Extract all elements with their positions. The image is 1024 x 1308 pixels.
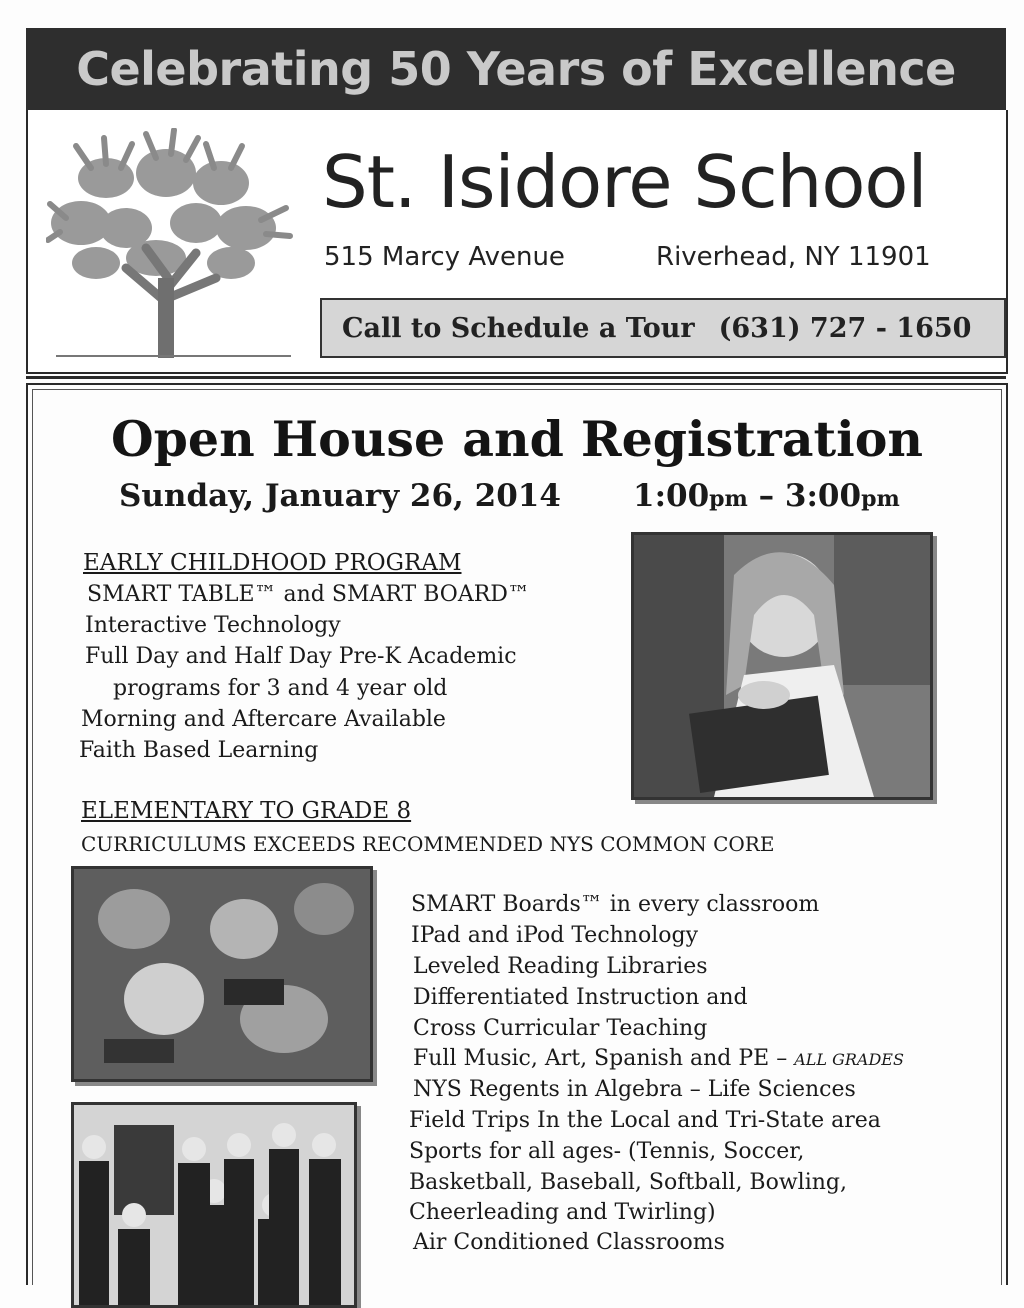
banner-title: Celebrating 50 Years of Excellence	[76, 42, 956, 96]
elementary-item: Leveled Reading Libraries	[413, 954, 708, 979]
time-separator: –	[747, 478, 785, 514]
early-childhood-item: programs for 3 and 4 year old	[113, 676, 448, 701]
students-group-photo	[71, 1102, 357, 1308]
elementary-item: NYS Regents in Algebra – Life Sciences	[413, 1077, 856, 1102]
tour-label: Call to Schedule a Tour	[342, 312, 695, 344]
open-house-panel	[26, 383, 1008, 1285]
elementary-item: Sports for all ages- (Tennis, Soccer,	[409, 1139, 805, 1164]
elementary-item: Cross Curricular Teaching	[413, 1016, 708, 1041]
open-house-time	[633, 478, 900, 514]
city-address: Riverhead, NY 11901	[656, 242, 931, 272]
elementary-item-all-grades	[413, 1046, 904, 1071]
student-tablet-photo	[631, 532, 933, 800]
header-divider	[26, 376, 1006, 379]
anniversary-banner	[26, 28, 1006, 110]
elementary-item: Differentiated Instruction and	[413, 985, 748, 1010]
early-childhood-heading: EARLY CHILDHOOD PROGRAM	[83, 550, 462, 576]
elementary-heading: ELEMENTARY TO GRADE 8	[81, 798, 412, 824]
elementary-item: IPad and iPod Technology	[411, 923, 699, 948]
students-reading-photo	[71, 866, 373, 1082]
tour-phone-number: (631) 727 - 1650	[718, 312, 972, 344]
early-childhood-item: SMART TABLE™ and SMART BOARD™	[87, 582, 530, 607]
school-header	[26, 110, 1008, 374]
elementary-item: Full Music, Art, Spanish and PE –	[413, 1046, 795, 1071]
time-start: 1:00	[633, 478, 710, 514]
school-name: St. Isidore School	[322, 140, 927, 224]
elementary-item: SMART Boards™ in every classroom	[411, 892, 820, 917]
schedule-tour-box	[320, 298, 1006, 358]
early-childhood-item: Interactive Technology	[85, 613, 341, 638]
time-start-suffix: pm	[709, 486, 748, 512]
elementary-item: Cheerleading and Twirling)	[409, 1200, 716, 1225]
handprint-tree-icon	[46, 128, 296, 358]
early-childhood-item: Faith Based Learning	[79, 738, 319, 763]
open-house-date: Sunday, January 26, 2014	[119, 478, 561, 514]
early-childhood-item: Morning and Aftercare Available	[81, 707, 446, 732]
elementary-item: Basketball, Baseball, Softball, Bowling,	[409, 1170, 847, 1195]
all-grades-note: ALL GRADES	[794, 1050, 904, 1069]
street-address: 515 Marcy Avenue	[324, 242, 565, 272]
elementary-item: Field Trips In the Local and Tri-State area	[409, 1108, 881, 1133]
open-house-title: Open House and Registration	[110, 410, 924, 468]
time-end-suffix: pm	[861, 486, 900, 512]
time-end: 3:00	[784, 478, 862, 514]
open-house-inner-border	[32, 389, 1002, 1285]
elementary-subheading: CURRICULUMS EXCEEDS RECOMMENDED NYS COMMON CORE	[81, 832, 775, 856]
elementary-item: Air Conditioned Classrooms	[413, 1230, 725, 1255]
early-childhood-item: Full Day and Half Day Pre-K Academic	[85, 644, 517, 669]
